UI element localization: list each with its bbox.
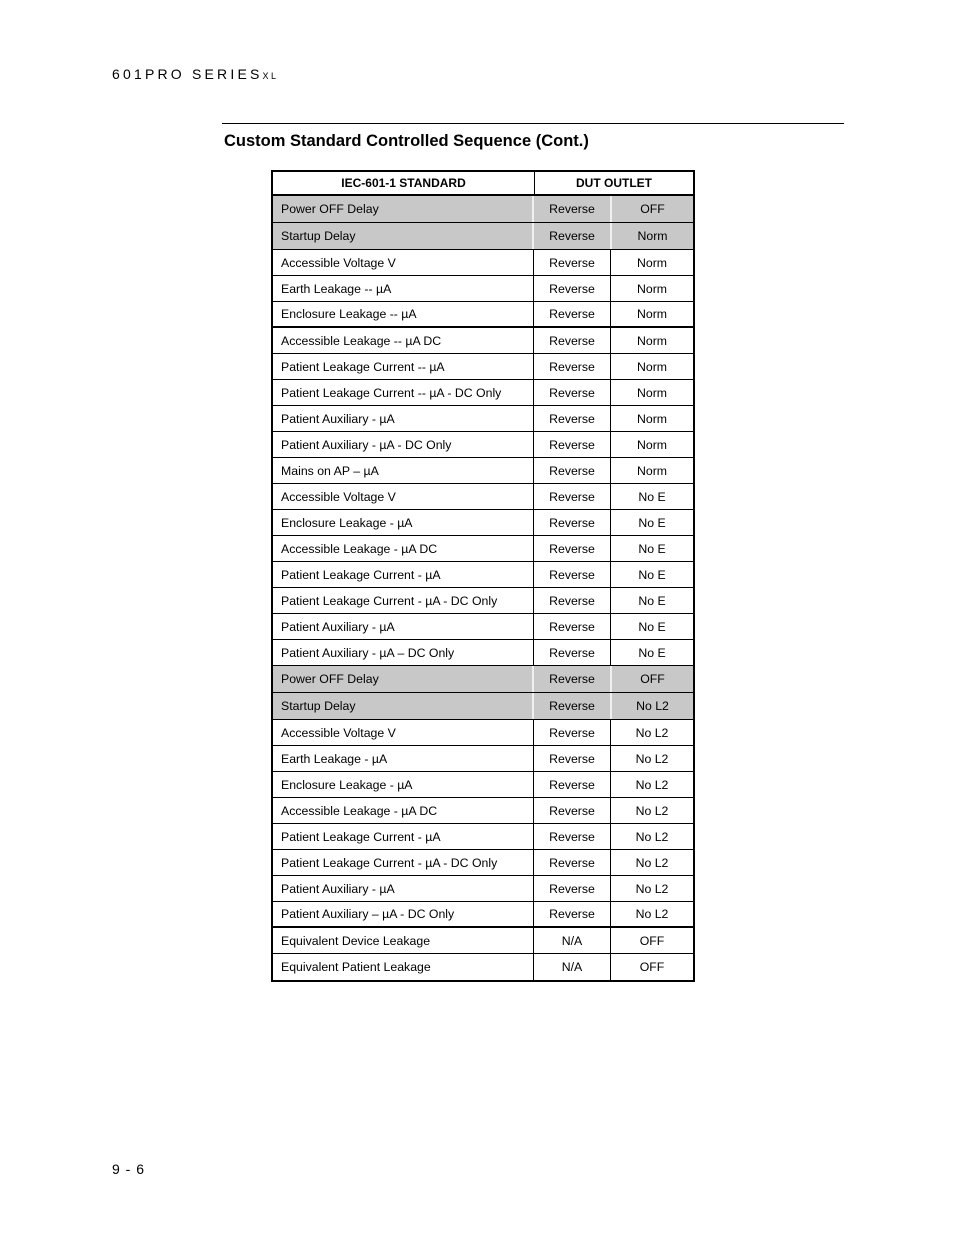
polarity-cell: Reverse (534, 328, 611, 353)
column-header-standard: IEC-601-1 STANDARD (273, 172, 535, 194)
section-title: Custom Standard Controlled Sequence (Cont.) (224, 132, 589, 150)
polarity-cell: Reverse (534, 562, 611, 587)
polarity-cell: Reverse (534, 720, 611, 745)
test-name-cell: Equivalent Patient Leakage (273, 954, 534, 980)
table-row (273, 746, 693, 772)
table-row (273, 850, 693, 876)
condition-cell: No L2 (636, 699, 669, 713)
test-name-cell: Patient Auxiliary - µA (273, 406, 534, 431)
test-name-cell: Accessible Leakage - µA DC (273, 798, 534, 823)
condition-cell: Norm (636, 255, 668, 270)
table-row (273, 954, 693, 980)
condition-cell: Norm (636, 463, 668, 478)
test-name-cell: Enclosure Leakage - µA (273, 772, 534, 797)
table-row (273, 380, 693, 406)
polarity-cell: Reverse (534, 850, 611, 875)
condition-cell: No E (638, 515, 666, 530)
polarity-cell: Reverse (534, 693, 612, 719)
condition-cell: No L2 (635, 907, 669, 921)
test-name-cell: Patient Leakage Current - µA (273, 824, 534, 849)
table-row (273, 354, 693, 380)
polarity-cell: Reverse (534, 746, 611, 771)
condition-cell: Norm (636, 385, 668, 400)
polarity-cell: Reverse (534, 380, 611, 405)
table-row (273, 614, 693, 640)
test-name-cell: Earth Leakage - µA (273, 746, 534, 771)
polarity-cell: Reverse (534, 666, 612, 692)
table-row (273, 562, 693, 588)
test-name-cell: Accessible Leakage - µA DC (273, 536, 534, 561)
condition-cell: OFF (640, 202, 665, 216)
table-body (273, 196, 693, 980)
condition-cell: No L2 (635, 881, 669, 896)
page-number: 9 - 6 (112, 1161, 146, 1177)
condition-cell: No E (638, 567, 666, 582)
test-name-cell: Accessible Voltage V (273, 484, 534, 509)
table-row (273, 720, 693, 746)
table-row (273, 928, 693, 954)
polarity-cell: Reverse (534, 354, 611, 379)
condition-cell: No L2 (635, 751, 669, 766)
polarity-cell: Reverse (534, 798, 611, 823)
condition-cell: No L2 (635, 777, 669, 792)
table-row (273, 666, 693, 693)
condition-cell: OFF (639, 933, 665, 948)
test-name-cell: Accessible Voltage V (273, 720, 534, 745)
test-name-cell: Accessible Voltage V (273, 250, 534, 275)
test-name-cell: Patient Auxiliary - µA (273, 876, 534, 901)
condition-cell: No L2 (635, 829, 669, 844)
table-row (273, 772, 693, 798)
table-header (273, 172, 693, 196)
polarity-cell: Reverse (534, 276, 611, 301)
polarity-cell: Reverse (534, 588, 611, 613)
condition-cell: No E (638, 541, 666, 556)
table-row (273, 328, 693, 354)
test-name-cell: Startup Delay (273, 223, 534, 249)
table-row (273, 902, 693, 928)
test-name-cell: Patient Leakage Current -- µA (273, 354, 534, 379)
condition-cell: Norm (636, 307, 668, 321)
test-name-cell: Accessible Leakage -- µA DC (273, 328, 534, 353)
test-name-cell: Patient Auxiliary - µA - DC Only (273, 432, 534, 457)
polarity-cell: Reverse (534, 902, 611, 926)
table-row (273, 536, 693, 562)
test-name-cell: Enclosure Leakage -- µA (273, 302, 534, 326)
polarity-cell: Reverse (534, 484, 611, 509)
sequence-table (271, 170, 695, 982)
table-row (273, 876, 693, 902)
condition-cell: Norm (637, 229, 668, 243)
polarity-cell: Reverse (534, 510, 611, 535)
condition-cell: No E (638, 593, 666, 608)
column-header-dut-outlet: DUT OUTLET (576, 176, 652, 190)
polarity-cell: N/A (534, 928, 611, 953)
test-name-cell: Patient Leakage Current - µA (273, 562, 534, 587)
test-name-cell: Patient Leakage Current - µA - DC Only (273, 588, 534, 613)
header-rule (222, 123, 844, 124)
condition-cell: No E (638, 489, 666, 504)
polarity-cell: Reverse (534, 406, 611, 431)
series-name: 601PRO SERIES (112, 66, 263, 82)
condition-cell: Norm (636, 281, 668, 296)
polarity-cell: N/A (534, 954, 611, 980)
polarity-cell: Reverse (534, 250, 611, 275)
condition-cell: Norm (636, 333, 668, 348)
condition-cell: No L2 (635, 803, 669, 818)
table-row (273, 406, 693, 432)
polarity-cell: Reverse (534, 458, 611, 483)
polarity-cell: Reverse (534, 614, 611, 639)
condition-cell: Norm (636, 359, 668, 374)
condition-cell: No L2 (635, 725, 669, 740)
test-name-cell: Power OFF Delay (273, 666, 534, 692)
polarity-cell: Reverse (534, 223, 612, 249)
table-row (273, 196, 693, 223)
condition-cell: No E (638, 619, 666, 634)
table-row (273, 693, 693, 720)
test-name-cell: Equivalent Device Leakage (273, 928, 534, 953)
polarity-cell: Reverse (534, 772, 611, 797)
test-name-cell: Startup Delay (273, 693, 534, 719)
test-name-cell: Power OFF Delay (273, 196, 534, 222)
condition-cell: OFF (639, 960, 665, 974)
condition-cell: OFF (640, 672, 665, 686)
series-suffix: XL (262, 71, 279, 81)
condition-cell: Norm (636, 411, 668, 426)
table-row (273, 484, 693, 510)
table-row (273, 640, 693, 666)
condition-cell: No L2 (635, 855, 669, 870)
polarity-cell: Reverse (534, 196, 612, 222)
test-name-cell: Earth Leakage -- µA (273, 276, 534, 301)
table-row (273, 432, 693, 458)
table-row (273, 458, 693, 484)
table-row (273, 302, 693, 328)
table-row (273, 510, 693, 536)
table-row (273, 250, 693, 276)
condition-cell: No E (638, 645, 666, 660)
polarity-cell: Reverse (534, 432, 611, 457)
test-name-cell: Patient Auxiliary - µA – DC Only (273, 640, 534, 665)
polarity-cell: Reverse (534, 640, 611, 665)
polarity-cell: Reverse (534, 536, 611, 561)
test-name-cell: Patient Auxiliary - µA (273, 614, 534, 639)
test-name-cell: Patient Leakage Current - µA - DC Only (273, 850, 534, 875)
table-row (273, 798, 693, 824)
table-row (273, 223, 693, 250)
table-row (273, 276, 693, 302)
polarity-cell: Reverse (534, 876, 611, 901)
condition-cell: Norm (636, 437, 668, 452)
table-row (273, 824, 693, 850)
document-header (112, 66, 279, 82)
test-name-cell: Patient Auxiliary – µA - DC Only (273, 902, 534, 926)
test-name-cell: Mains on AP – µA (273, 458, 534, 483)
table-row (273, 588, 693, 614)
test-name-cell: Enclosure Leakage - µA (273, 510, 534, 535)
polarity-cell: Reverse (534, 824, 611, 849)
test-name-cell: Patient Leakage Current -- µA - DC Only (273, 380, 534, 405)
polarity-cell: Reverse (534, 302, 611, 326)
